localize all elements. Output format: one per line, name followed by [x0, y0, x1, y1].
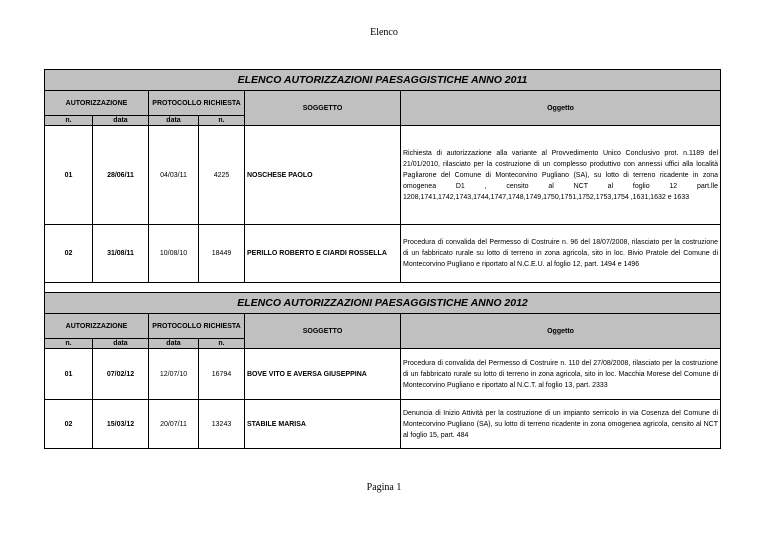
- col-protocollo: PROTOCOLLO RICHIESTA: [149, 91, 245, 116]
- col-oggetto: Oggetto: [401, 314, 721, 349]
- table-row: [45, 349, 721, 400]
- page-header: Elenco: [370, 27, 398, 38]
- col-autorizzazione: AUTORIZZAZIONE: [45, 91, 149, 116]
- col-aut-data: data: [93, 339, 149, 349]
- authorizations-table: [44, 69, 721, 449]
- header-row: [45, 314, 721, 339]
- table-row: [45, 126, 721, 225]
- spacer-row: [45, 283, 721, 293]
- cell-oggetto: Richiesta di autorizzazione alla variante al Provvedimento Unico Conclusivo prot. n.1189 del 21/01/2010, rilasciato per la costruzione di un complesso produttivo con annessi uffici alla località Pagliarone del Comune di Montecorvino Pugliano (SA), su lotto di terreno ricadente in zona omogenea D1 , censito al NCT al foglio 12 part.lle 1208,1741,1742,1743,1744,1747,1748,1749,1750,1751,1752,1753,1754 ,1631,1632 e 1633: [401, 126, 721, 225]
- col-aut-n: n.: [45, 116, 93, 126]
- cell-oggetto: Procedura di convalida del Permesso di Costruire n. 96 del 18/07/2008, rilasciato per la costruzione di un fabbricato rurale su lotto di terreno in zona agricola, sito in loc. Bivio Pratole del Comune di Montecorvino Pugliano e riportato al N.C.E.U. al foglio 12, part. 1494 e 1496: [401, 225, 721, 283]
- page-footer: Pagina 1: [366, 482, 402, 493]
- cell-n: 02: [45, 225, 93, 283]
- cell-prot-data: 04/03/11: [149, 126, 199, 225]
- cell-prot-data: 10/08/10: [149, 225, 199, 283]
- header-row: [45, 91, 721, 116]
- cell-data: 15/03/12: [93, 400, 149, 449]
- cell-prot-n: 4225: [199, 126, 245, 225]
- cell-prot-n: 16794: [199, 349, 245, 400]
- cell-prot-n: 13243: [199, 400, 245, 449]
- cell-prot-data: 12/07/10: [149, 349, 199, 400]
- section-title: ELENCO AUTORIZZAZIONI PAESAGGISTICHE ANNO 2011: [45, 70, 721, 91]
- col-prot-n: n.: [199, 116, 245, 126]
- section-title-row: [45, 293, 721, 314]
- cell-data: 31/08/11: [93, 225, 149, 283]
- col-prot-n: n.: [199, 339, 245, 349]
- col-prot-data: data: [149, 116, 199, 126]
- col-aut-data: data: [93, 116, 149, 126]
- col-prot-data: data: [149, 339, 199, 349]
- cell-prot-data: 20/07/11: [149, 400, 199, 449]
- col-autorizzazione: AUTORIZZAZIONE: [45, 314, 149, 339]
- cell-n: 01: [45, 126, 93, 225]
- col-soggetto: SOGGETTO: [245, 314, 401, 349]
- col-oggetto: Oggetto: [401, 91, 721, 126]
- cell-soggetto: STABILE MARISA: [245, 400, 401, 449]
- table-row: [45, 400, 721, 449]
- col-aut-n: n.: [45, 339, 93, 349]
- col-protocollo: PROTOCOLLO RICHIESTA: [149, 314, 245, 339]
- cell-data: 07/02/12: [93, 349, 149, 400]
- cell-soggetto: BOVE VITO E AVERSA GIUSEPPINA: [245, 349, 401, 400]
- col-soggetto: SOGGETTO: [245, 91, 401, 126]
- section-title-row: [45, 70, 721, 91]
- cell-oggetto: Denuncia di Inizio Attività per la costruzione di un impianto serricolo in via Cosenza del Comune di Montecorvino Pugliano (SA), su lotto di terreno ricadente in zona omogenea agricola, censito al NCT al foglio 15, part. 484: [401, 400, 721, 449]
- cell-n: 01: [45, 349, 93, 400]
- cell-data: 28/06/11: [93, 126, 149, 225]
- cell-n: 02: [45, 400, 93, 449]
- section-title: ELENCO AUTORIZZAZIONI PAESAGGISTICHE ANNO 2012: [45, 293, 721, 314]
- cell-soggetto: NOSCHESE PAOLO: [245, 126, 401, 225]
- cell-soggetto: PERILLO ROBERTO E CIARDI ROSSELLA: [245, 225, 401, 283]
- cell-prot-n: 18449: [199, 225, 245, 283]
- cell-oggetto: Procedura di convalida del Permesso di Costruire n. 110 del 27/08/2008, rilasciato per la costruzione di un fabbricato rurale su lotto di terreno in zona agricola, sito in loc. Macchia Morese del Comune di Montecorvino Pugliano e riportato al N.C.T. al foglio 13, part. 2333: [401, 349, 721, 400]
- table-row: [45, 225, 721, 283]
